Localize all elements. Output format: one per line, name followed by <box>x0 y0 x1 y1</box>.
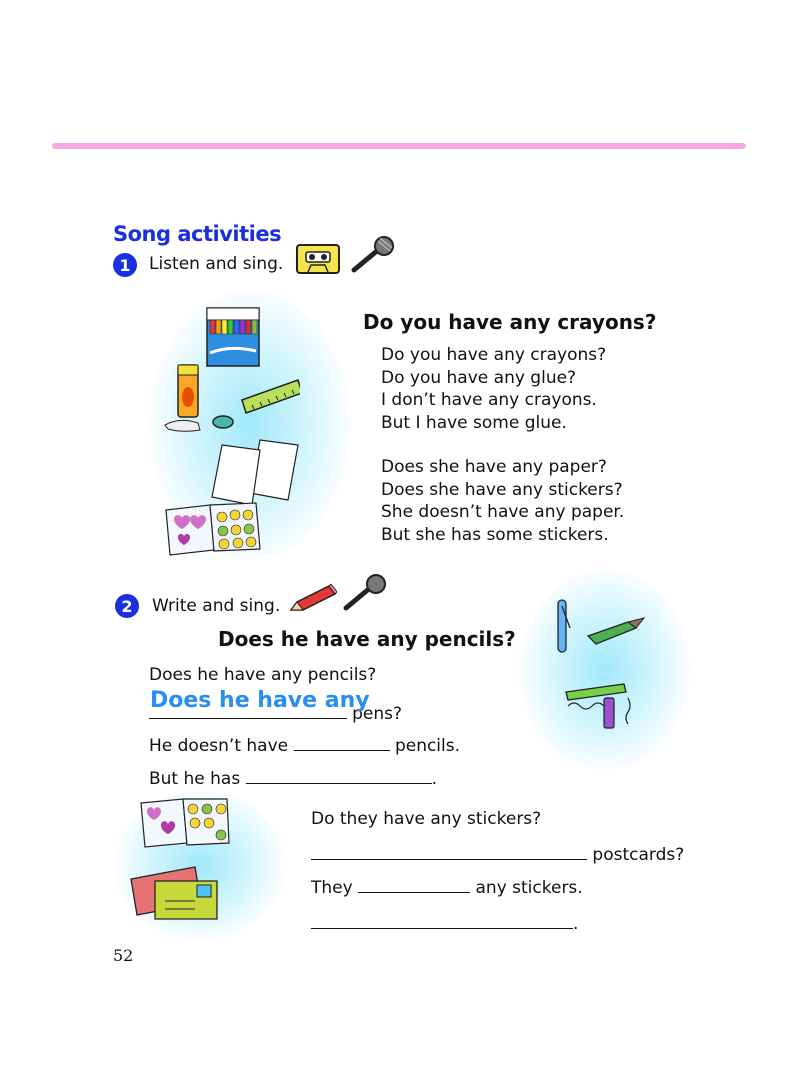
song-2-line-5: Do they have any stickers? <box>311 809 542 829</box>
song-2-title: Does he have any pencils? <box>218 627 516 651</box>
answer-blank[interactable] <box>311 843 587 860</box>
lyric-line: Does she have any paper? <box>381 457 607 477</box>
decorative-pink-rule <box>52 143 746 149</box>
answer-blank[interactable] <box>358 876 470 893</box>
song-2-line-7 <box>311 876 583 900</box>
song-2-line-2 <box>149 690 402 726</box>
crayon-box-icon <box>207 308 259 366</box>
lyric-line: Does she have any stickers? <box>381 479 623 500</box>
page-number: 52 <box>113 946 134 965</box>
answer-blank[interactable] <box>246 767 432 784</box>
section-title: Song activities <box>113 222 282 246</box>
lyric-line: I don’t have any crayons. <box>381 390 597 410</box>
pens-illustration <box>548 598 648 738</box>
lyric-text: pencils. <box>394 736 461 756</box>
fountain-pen-icon <box>588 618 644 644</box>
glue-stick-icon <box>165 365 200 431</box>
answer-blank[interactable] <box>149 688 370 719</box>
cassette-icon <box>296 244 340 274</box>
lyric-line: But she has some stickers. <box>381 524 609 545</box>
marker-icon <box>566 684 630 728</box>
lyric-line: But I have some glue. <box>381 412 567 433</box>
postcards-icon <box>131 867 217 919</box>
microphone-icon <box>348 236 398 276</box>
lyric-text: . <box>431 769 438 789</box>
lyric-text: He doesn’t have <box>149 736 289 756</box>
lyric-line: Do you have any glue? <box>381 367 577 388</box>
stickers-postcards-illustration <box>125 795 245 925</box>
answer-blank[interactable] <box>294 734 390 751</box>
song-2-line-6 <box>311 843 684 867</box>
stickers-icon <box>166 503 260 555</box>
song-2-line-4 <box>149 767 437 791</box>
lyric-text: pens? <box>352 704 402 724</box>
lyric-line: She doesn’t have any paper. <box>381 502 625 522</box>
glue-cap-icon <box>213 416 233 428</box>
answer-blank[interactable] <box>311 912 573 929</box>
lyric-line: Do you have any crayons? <box>381 345 607 365</box>
paper-icon <box>212 440 298 505</box>
song-1-stanza-1 <box>381 344 606 434</box>
song-2-line-8 <box>311 912 578 936</box>
activity-1-number: 1 <box>113 253 137 277</box>
song-1-title: Do you have any crayons? <box>363 310 657 334</box>
lyric-text: But he has <box>149 769 241 789</box>
pencil-icon <box>287 584 337 614</box>
example-answer: Does he have any <box>150 688 370 713</box>
activity-1-instruction: Listen and sing. <box>149 254 284 274</box>
lyric-text: . <box>573 914 579 934</box>
lyric-text: postcards? <box>592 845 685 865</box>
song-2-line-1: Does he have any pencils? <box>149 665 377 685</box>
microphone-icon <box>340 574 390 614</box>
school-supplies-illustration <box>160 305 300 560</box>
lyric-text: They <box>311 878 353 898</box>
song-2-line-3 <box>149 734 460 758</box>
stickers-icon <box>141 799 229 847</box>
song-1-stanza-2 <box>381 456 624 546</box>
ruler-icon <box>242 380 300 413</box>
lyric-text: any stickers. <box>475 878 583 898</box>
activity-2-number: 2 <box>115 594 139 618</box>
ballpoint-pen-icon <box>558 600 570 652</box>
activity-2-instruction: Write and sing. <box>152 596 281 616</box>
